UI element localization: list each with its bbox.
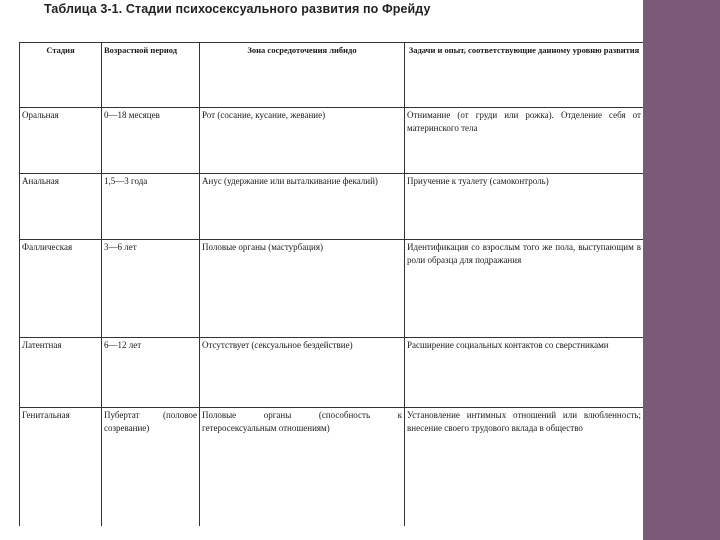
cell-tasks: Расширение социальных контактов со сверстниками <box>405 338 644 408</box>
table-row <box>20 240 644 338</box>
cell-zone: Половые органы (мастурбация) <box>200 240 405 338</box>
cell-tasks: Установление интимных отношений или влюбленность; внесение своего трудового вклада в общество <box>405 408 644 527</box>
cell-zone: Отсутствует (сексуальное бездействие) <box>200 338 405 408</box>
header-stage: Стадия <box>20 43 102 108</box>
header-tasks-experience: Задачи и опыт, соответствующие данному уровню развития <box>405 43 644 108</box>
cell-stage: Генитальная <box>20 408 102 527</box>
table-container <box>19 42 643 526</box>
header-libido-zone: Зона сосредоточения либидо <box>200 43 405 108</box>
table-row <box>20 108 644 174</box>
cell-zone: Анус (удержание или выталкивание фекалий) <box>200 174 405 240</box>
table-caption: Таблица 3-1. Стадии психосексуального развития по Фрейду <box>44 2 431 16</box>
decorative-side-bar <box>643 0 720 540</box>
cell-tasks: Идентификация со взрослым того же пола, выступающим в роли образца для подражания <box>405 240 644 338</box>
cell-stage: Фаллическая <box>20 240 102 338</box>
table-row <box>20 174 644 240</box>
cell-age: 3—6 лет <box>102 240 200 338</box>
cell-stage: Анальная <box>20 174 102 240</box>
cell-age: Пубертат (половое созревание) <box>102 408 200 527</box>
cell-stage: Латентная <box>20 338 102 408</box>
freud-stages-table <box>19 42 643 526</box>
cell-zone: Половые органы (способность к гетеросексуальным отношениям) <box>200 408 405 527</box>
header-age-period: Возрастной период <box>102 43 200 108</box>
cell-age: 6—12 лет <box>102 338 200 408</box>
cell-age: 0—18 месяцев <box>102 108 200 174</box>
cell-stage: Оральная <box>20 108 102 174</box>
cell-tasks: Приучение к туалету (самоконтроль) <box>405 174 644 240</box>
cell-age: 1,5—3 года <box>102 174 200 240</box>
table-row <box>20 408 644 527</box>
table-header-row <box>20 43 644 108</box>
cell-tasks: Отнимание (от груди или рожка). Отделение себя от материнского тела <box>405 108 644 174</box>
cell-zone: Рот (сосание, кусание, жевание) <box>200 108 405 174</box>
table-row <box>20 338 644 408</box>
